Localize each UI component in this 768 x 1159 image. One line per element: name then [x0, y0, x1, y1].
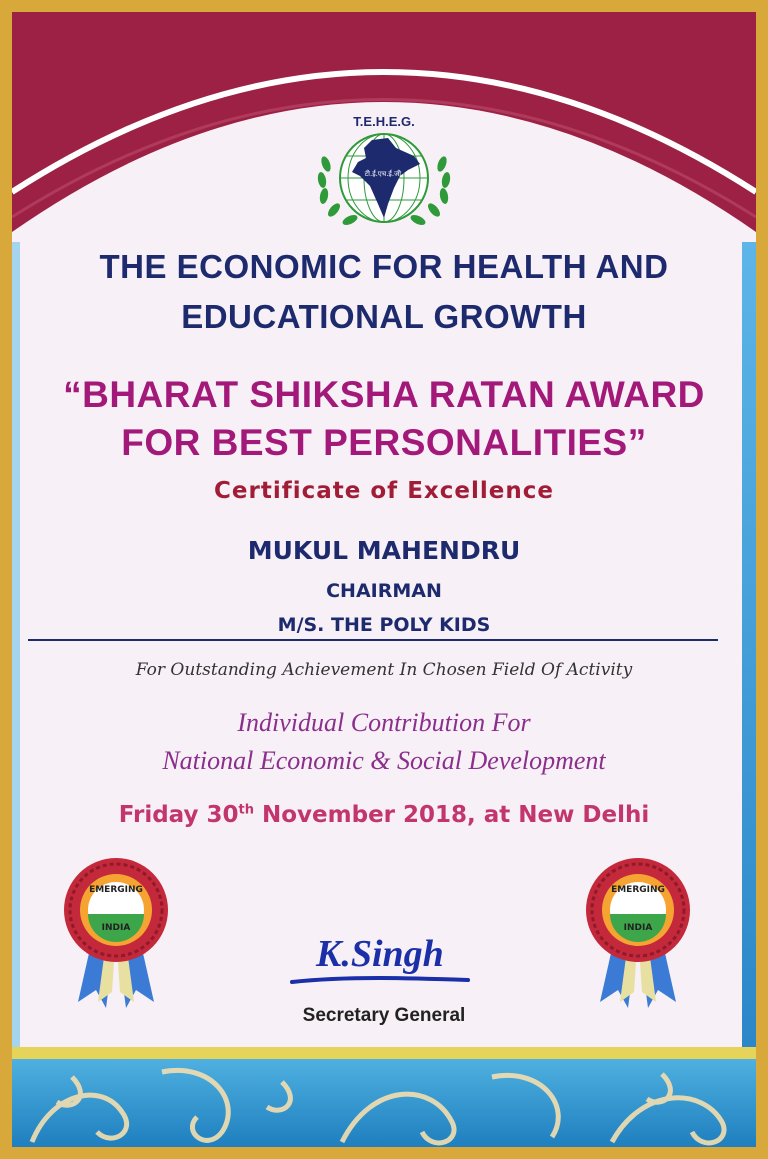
divider-line [28, 639, 718, 641]
signature [288, 920, 478, 990]
right-blue-stripe [742, 242, 756, 1062]
certificate-title: Certificate of Excellence [214, 478, 554, 504]
contribution-line2: National Economic & Social Development [162, 746, 606, 775]
emerging-india-badge-right [578, 852, 698, 1012]
contribution-line1: Individual Contribution For [237, 708, 531, 737]
emerging-india-badge-left [56, 852, 176, 1012]
bottom-yellow-line [12, 1047, 756, 1059]
date-rest: November 2018, at New Delhi [254, 802, 650, 828]
badge-bottom-text: INDIA [101, 923, 131, 933]
award-title-line2: FOR BEST PERSONALITIES” [121, 422, 647, 463]
badge-top-text: EMERGING [611, 885, 665, 895]
certificate-panel [12, 12, 756, 1147]
date-day: Friday 30 [118, 802, 239, 828]
rosette-icon [64, 858, 168, 1008]
badge-top-text: EMERGING [89, 885, 143, 895]
rosette-icon [586, 858, 690, 1008]
achievement-tagline: For Outstanding Achievement In Chosen Field Of Activity [135, 660, 633, 680]
organization-line1: THE ECONOMIC FOR HEALTH AND [99, 248, 669, 285]
badge-bottom-text: INDIA [623, 923, 653, 933]
teheg-logo [304, 104, 464, 234]
left-blue-stripe [12, 242, 20, 1062]
recipient-company: M/S. THE POLY KIDS [277, 614, 491, 636]
recipient-designation: CHAIRMAN [326, 580, 442, 602]
signatory-title: Secretary General [302, 1005, 466, 1026]
award-title-line1: “BHARAT SHIKSHA RATAN AWARD [63, 374, 705, 415]
recipient-name: MUKUL MAHENDRU [247, 536, 521, 565]
logo-inner-text: टी.ई.एच.ई.जी. [364, 170, 404, 178]
event-date [12, 802, 756, 828]
organization-line2: EDUCATIONAL GROWTH [181, 298, 587, 335]
signature-text: K.Singh [316, 933, 444, 975]
date-suffix: th [238, 802, 254, 818]
logo-text: T.E.H.E.G. [353, 114, 415, 129]
